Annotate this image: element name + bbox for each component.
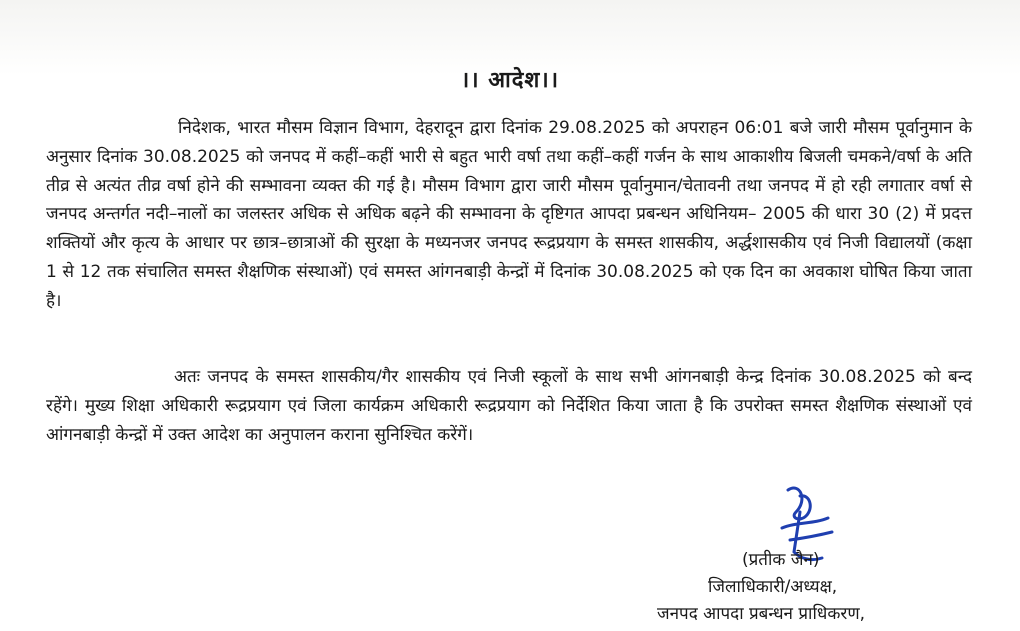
order-title: ।। आदेश।। [460,68,560,93]
order-paragraph-2: अतः जनपद के समस्त शासकीय/गैर शासकीय एवं निजी स्कूलों के साथ सभी आंगनबाड़ी केन्द्र दिनांक 30.08.2025 को बन्द रहेंगे। मुख्य शिक्षा अधिकारी रूद्रप्रयाग एवं जिला कार्यक्रम अधिकारी रूद्रप्रयाग को निर्देशित किया जाता है कि उपरोक्त समस्त शैक्षणिक संस्थाओं एवं आंगनबाड़ी केन्द्रों में उक्त आदेश का अनुपालन कराना सुनिश्चित करेंगें। [46,367,972,445]
signatory-name: (प्रतीक जैन) [742,550,820,570]
signatory-designation: जिलाधिकारी/अध्यक्ष, [708,577,838,597]
signatory-authority: जनपद आपदा प्रबन्धन प्राधिकरण, [657,604,866,624]
order-paragraph-1: निदेशक, भारत मौसम विज्ञान विभाग, देहरादून द्वारा दिनांक 29.08.2025 को अपराहन 06:01 बजे जारी मौसम पूर्वानुमान के अनुसार दिनांक 30.08.2025 को जनपद में कहीं–कहीं भारी से बहुत भारी वर्षा तथा कहीं–कहीं गर्जन के साथ आकाशीय बिजली चमकने/वर्षा के अति तीव्र से अत्यंत तीव्र वर्षा होने की सम्भावना व्यक्त की गई है। मौसम विभाग द्वारा जारी मौसम पूर्वानुमान/चेतावनी तथा जनपद में हो रही लगातार वर्षा से जनपद अन्तर्गत नदी–नालों का जलस्तर अधिक से अधिक बढ़ने की सम्भावना के दृष्टिगत आपदा प्रबन्धन अधिनियम– 2005 की धारा 30 (2) में प्रदत्त शक्तियों और कृत्य के आधार पर छात्र–छात्राओं की सुरक्षा के मध्यनजर जनपद रूद्रप्रयाग के समस्त शासकीय, अर्द्धशासकीय एवं निजी विद्यालयों (कक्षा 1 से 12 तक संचालित समस्त शैक्षणिक संस्थाओं) एवं समस्त आंगनबाड़ी केन्द्रों में दिनांक 30.08.2025 को एक दिन का अवकाश घोषित किया जाता है। [46,118,972,311]
